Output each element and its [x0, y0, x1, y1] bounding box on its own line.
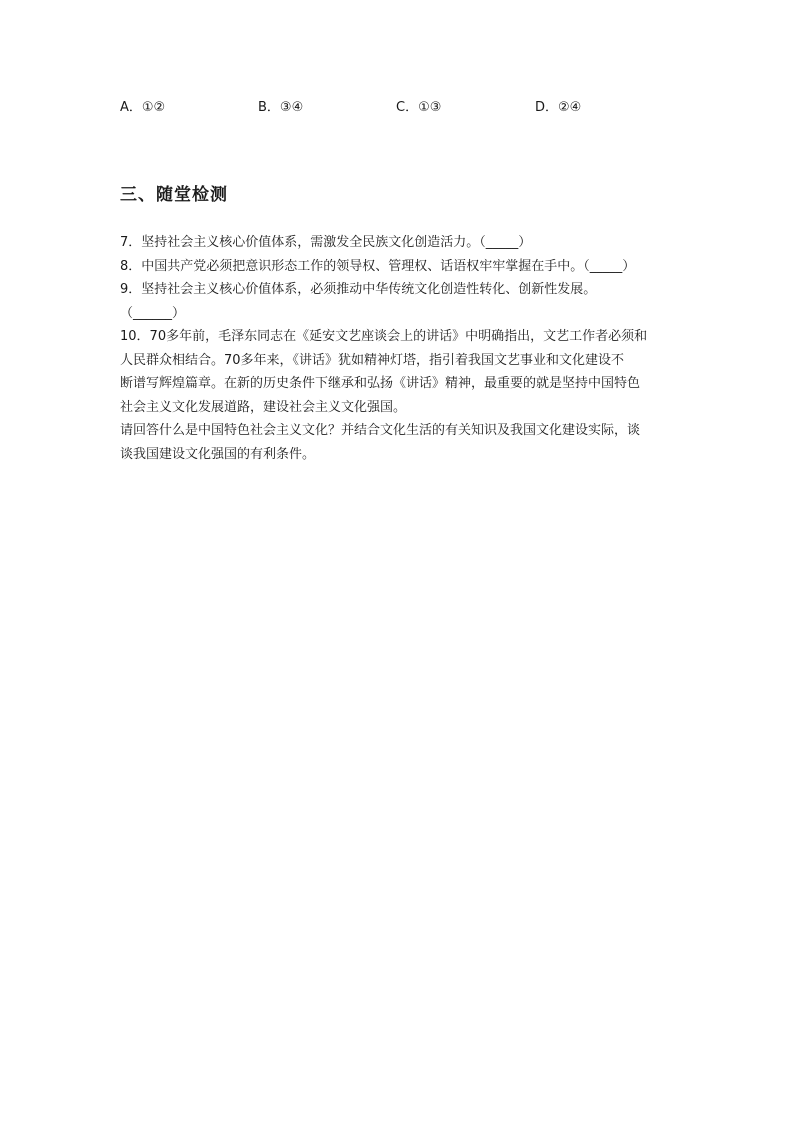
question-10-line-4: 社会主义文化发展道路，建设社会主义文化强国。: [120, 399, 407, 415]
question-10-prompt-line-2: 谈我国建设文化强国的有利条件。: [120, 446, 316, 462]
option-a: A．①②: [120, 100, 166, 115]
question-list: [120, 231, 676, 466]
question-9-line-2: （______）: [120, 305, 186, 321]
option-c: C．①③: [396, 100, 442, 115]
section-heading: 三、随堂检测: [120, 185, 228, 205]
question-10-prompt-line-1: 请回答什么是中国特色社会主义文化？并结合文化生活的有关知识及我国文化建设实际，谈: [120, 423, 641, 438]
answer-options-row: [0, 96, 794, 116]
question-7: 7．坚持社会主义核心价值体系，需激发全民族文化创造活力。（_____）: [120, 235, 532, 250]
question-8: 8．中国共产党必须把意识形态工作的领导权、管理权、话语权牢牢掌握在手中。（_____）: [120, 258, 636, 274]
option-d: D．②④: [535, 100, 582, 115]
option-b: B．③④: [258, 100, 304, 115]
question-9-line-1: 9．坚持社会主义核心价值体系，必须推动中华传统文化创造性转化、创新性发展。: [120, 282, 597, 297]
question-10-line-2: 人民群众相结合。70多年来，《讲话》犹如精神灯塔，指引着我国文艺事业和文化建设不: [120, 352, 625, 368]
question-10-line-1: 10．70多年前，毛泽东同志在《延安文艺座谈会上的讲话》中明确指出，文艺工作者必须和: [120, 329, 648, 344]
question-10-line-3: 断谱写辉煌篇章。在新的历史条件下继承和弘扬《讲话》精神，最重要的就是坚持中国特色: [120, 376, 641, 391]
